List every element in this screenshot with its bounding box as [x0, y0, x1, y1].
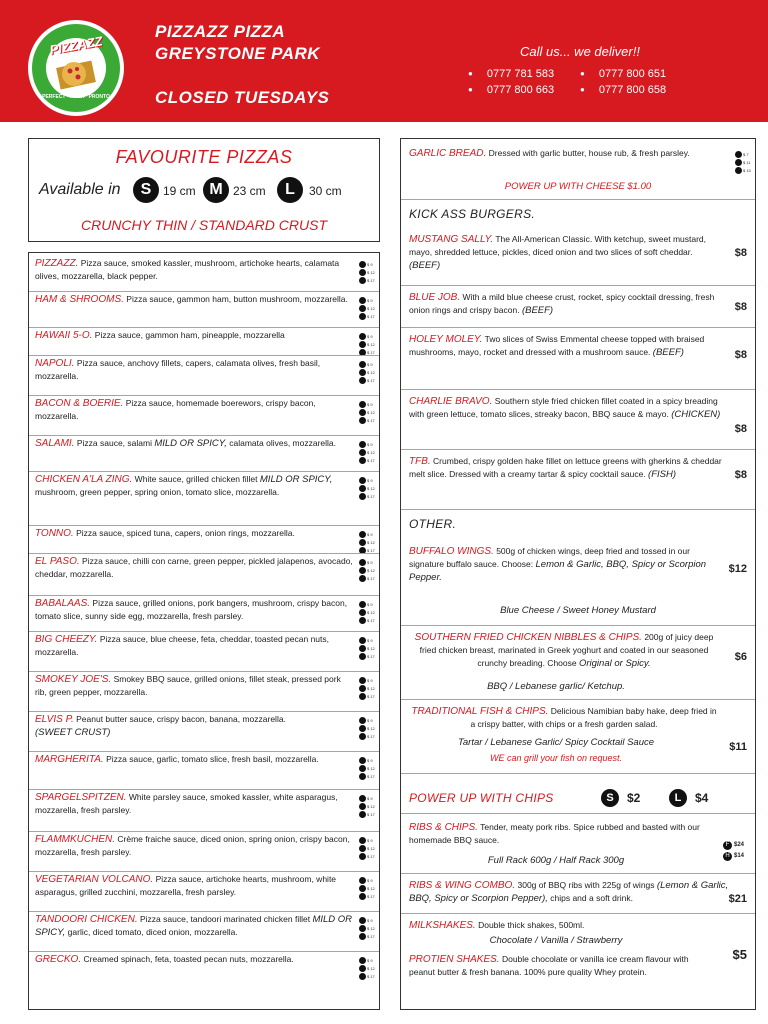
size-s-label: 19 cm: [163, 184, 196, 198]
divider: [29, 327, 379, 328]
price-size-dots: [359, 601, 375, 625]
restaurant-location: GREYSTONE PARK: [155, 44, 321, 63]
fish-sauces: Tartar / Lebanese Garlic/ Spicy Cocktail Sauce: [457, 737, 655, 748]
pizza-description: Pizza sauce, blue cheese, feta, cheddar, toasted pecan nuts, mozzarella.: [35, 634, 329, 657]
pizza-description: Pizza sauce, spiced tuna, capers, onion rings, mozzarella.: [76, 528, 295, 538]
price-dot: $ 9: [359, 297, 375, 305]
item-protein: (BEEF): [409, 260, 441, 271]
pizza-description-cont: mushroom, green pepper, spring onion, tomato slice, mozzarella.: [35, 487, 280, 497]
garlic-bread-item: [409, 147, 731, 160]
price-dot: $ 17: [359, 773, 375, 781]
protein-shakes-item: PROTIEN SHAKES. Double chocolate or vanilla ice cream flavour with peanut butter & fresh banana. 100% pure quality Whey protein.: [409, 954, 689, 977]
burger-item: [409, 395, 725, 421]
burger-item: [409, 333, 725, 359]
ribs-chips-item: RIBS & CHIPS. Tender, meaty pork ribs. Spice rubbed and basted with our homemade BBQ sauce.: [409, 822, 700, 845]
price-size-dots: [359, 795, 375, 819]
pizza-name: CHICKEN A'LA ZING.: [35, 474, 133, 485]
price-dot: $ 9: [359, 559, 375, 567]
price-dot: $ 9: [359, 837, 375, 845]
pizza-crust-note: (SWEET CRUST): [35, 727, 111, 738]
pizza-name: BACON & BOERIE.: [35, 398, 124, 409]
burger-item: [409, 233, 725, 272]
price-dot: $ 12: [359, 765, 375, 773]
pizza-name: TANDOORI CHICKEN.: [35, 914, 138, 925]
pizza-item: [35, 293, 353, 306]
logo-wordmark: PIZZAZZ: [48, 33, 104, 58]
item-protein: (CHICKEN): [671, 409, 721, 420]
price-dot: $ 12: [359, 269, 375, 277]
price-size-dots: [359, 477, 375, 501]
phone-number[interactable]: ● 0777 781 583: [468, 68, 554, 80]
price-dot: $ 17: [359, 547, 375, 555]
pizza-description: Pizza sauce, gammon ham, pineapple, mozzarella: [94, 330, 285, 340]
price-dot: $ 12: [359, 725, 375, 733]
phone-number[interactable]: ● 0777 800 663: [468, 84, 554, 96]
price-size-dots: [359, 717, 375, 741]
price-size-dots: [359, 361, 375, 385]
price-dot: $ 12: [359, 485, 375, 493]
pizza-item: [35, 527, 353, 540]
pizza-description: White parsley sauce, smoked kassler, white asparagus, mozzarella, fresh parsley.: [35, 792, 338, 815]
pizza-item: [35, 913, 353, 939]
pizza-option: MILD OR SPICY,: [35, 914, 353, 938]
pizza-name: FLAMMKUCHEN.: [35, 834, 116, 845]
pizza-name: BABALAAS.: [35, 598, 91, 609]
pizza-description-cont: garlic, diced tomato, diced onion, mozzarella.: [67, 927, 238, 937]
burger-price: $8: [734, 349, 747, 361]
pizza-name: BIG CHEEZY.: [35, 634, 98, 645]
price-dot: $ 17: [359, 417, 375, 425]
price-dot: $ 17: [359, 893, 375, 901]
pizza-name: SMOKEY JOE'S.: [35, 674, 112, 685]
divider: [29, 711, 379, 712]
milkshake-flavours: Chocolate / Vanilla / Strawberry: [489, 935, 623, 946]
price-dot: $ 17: [359, 653, 375, 661]
price-size-dots: [359, 441, 375, 465]
call-us-heading: Call us... we deliver!!: [520, 44, 640, 59]
price-dot: $ 12: [359, 369, 375, 377]
pizza-description: Creamed spinach, feta, toasted pecan nuts, mozzarella.: [83, 954, 294, 964]
burger-item: [409, 291, 725, 317]
fish-price: $11: [729, 741, 747, 753]
price-dot: $ 9: [359, 877, 375, 885]
price-dot: $ 17: [359, 313, 375, 321]
price-dot: $ 17: [359, 349, 375, 357]
price-dot: $ 9: [359, 401, 375, 409]
pizza-item: [35, 791, 353, 816]
item-name: MUSTANG SALLY.: [409, 234, 494, 245]
pizza-description: Pizza sauce, anchovy fillets, capers, calamata olives, fresh basil, mozzarella.: [35, 358, 321, 381]
price-dot: $ 17: [359, 457, 375, 465]
divider: [29, 831, 379, 832]
grill-fish-note: WE can grill your fish on request.: [489, 753, 623, 763]
power-up-chips: POWER UP WITH CHIPS: [409, 791, 554, 805]
available-in-label: Available in: [39, 181, 121, 198]
divider: [401, 389, 755, 390]
price-dot: $ 12: [359, 965, 375, 973]
pizza-item: [35, 673, 353, 698]
pizza-item: [35, 437, 353, 450]
price-dot: $ 9: [359, 677, 375, 685]
right-menu-column: [400, 138, 756, 1010]
item-description: Dressed with garlic butter, house rub, & fresh parsley.: [488, 148, 690, 158]
pizza-item: [35, 753, 353, 766]
price-dot: $ 12: [359, 803, 375, 811]
pizza-item: [35, 833, 353, 858]
item-description: With a mild blue cheese crust, rocket, spicy cocktail dressing, fresh onion rings and crispy bacon.: [409, 292, 715, 315]
pizza-description: Pizza sauce, garlic, tomato slice, fresh basil, mozzarella.: [106, 754, 319, 764]
pizza-description: Pizza sauce, tandoori marinated chicken fillet: [139, 914, 311, 924]
chicken-nibbles-item: SOUTHERN FRIED CHICKEN NIBBLES & CHIPS. 200g of juicy deep fried chicken breast, marinated in Greek yoghurt and coated in our seasoned crunchy breading. Choose Original or Spicy.: [414, 632, 714, 669]
price-size-dots: [359, 297, 375, 321]
size-m-icon: M: [203, 177, 229, 203]
pizza-description: Pizza sauce, chilli con carne, green pepper, pickled jalapenos, avocado, cheddar, mozzarella.: [35, 556, 353, 579]
pizza-option: MILD OR SPICY,: [154, 438, 227, 449]
price-dot: $ 17: [359, 693, 375, 701]
price-dot: $ 9: [359, 261, 375, 269]
pizza-description: White sauce, grilled chicken fillet: [134, 474, 258, 484]
price-dot: $ 9: [359, 441, 375, 449]
price-size-dots: [359, 559, 375, 583]
divider: [29, 435, 379, 436]
pizza-item: [35, 257, 353, 282]
other-heading: OTHER.: [409, 517, 457, 531]
pizza-description: Pizza sauce, gammon ham, button mushroom, mozzarella.: [126, 294, 348, 304]
pizza-item: [35, 713, 353, 739]
price-dot: $ 12: [359, 449, 375, 457]
item-description: Crumbed, crispy golden hake fillet on lettuce greens with gherkins & cheddar melt slice. Dressed with a creamy tartar & spicy cocktail sauce.: [409, 456, 722, 479]
pizza-item: [35, 329, 353, 342]
wings-price: $12: [728, 563, 747, 575]
header-banner: [0, 0, 768, 122]
divider: [29, 595, 379, 596]
combo-price: $21: [728, 893, 747, 905]
pizza-description: Pizza sauce, grilled onions, pork bangers, mushroom, crispy bacon, tomato slice, sunny side egg, mozzarella, fresh parsley.: [35, 598, 348, 621]
divider: [401, 327, 755, 328]
chips-l-price: $4: [695, 791, 709, 805]
item-name: TFB.: [409, 456, 431, 467]
power-up-cheese: POWER UP WITH CHEESE $1.00: [504, 181, 652, 192]
price-dot: $ 9: [359, 917, 375, 925]
price-dot: $ 17: [359, 853, 375, 861]
price-dot: $ 12: [359, 685, 375, 693]
price-dot: $ 12: [359, 409, 375, 417]
price-dot: $ 9: [359, 717, 375, 725]
pizza-item: [35, 633, 353, 658]
pizza-description: Pizza sauce, salami: [76, 438, 152, 448]
size-m-label: 23 cm: [233, 184, 266, 198]
milkshakes-item: MILKSHAKES. Double thick shakes, 500ml.: [409, 920, 585, 931]
item-protein: (BEEF): [652, 347, 684, 358]
price-size-dots: [359, 957, 375, 981]
ribs-wing-combo-item: RIBS & WING COMBO. 300g of BBQ ribs with 225g of wings (Lemon & Garlic, BBQ, Spicy or Scorpion Pepper), chips and a soft drink.: [409, 880, 729, 904]
pizza-name: NAPOLI.: [35, 358, 75, 369]
price-dot: $ 17: [359, 377, 375, 385]
divider: [29, 395, 379, 396]
price-dot: $ 12: [359, 305, 375, 313]
item-protein: (FISH): [648, 469, 677, 480]
restaurant-name: PIZZAZZ PIZZA: [155, 22, 286, 41]
burger-price: $8: [734, 423, 747, 435]
price-size-dots: [359, 917, 375, 941]
crust-options: CRUNCHY THIN / STANDARD CRUST: [80, 217, 328, 233]
closed-notice: CLOSED TUESDAYS: [155, 88, 330, 107]
favourites-title: FAVOURITE PIZZAS: [115, 147, 293, 167]
price-size-dots: [359, 261, 375, 285]
chips-s-price: $2: [627, 791, 641, 805]
pizza-description: Peanut butter sauce, crispy bacon, banana, mozzarella.: [76, 714, 286, 724]
divider: [29, 471, 379, 472]
phone-number[interactable]: ● 0777 800 651: [580, 68, 666, 80]
price-dot: $ 17: [359, 493, 375, 501]
price-dot: $ 9: [359, 757, 375, 765]
garlic-price-dots: $ 7 $ 11 $ 15: [735, 151, 751, 175]
divider: [29, 751, 379, 752]
burger-price: $8: [734, 469, 747, 481]
price-size-dots: [359, 837, 375, 861]
price-dot: $ 9: [359, 361, 375, 369]
ribs-sizes: Full Rack 600g / Half Rack 300g: [487, 855, 625, 866]
price-dot: $ 12: [359, 925, 375, 933]
price-size-dots: [359, 531, 375, 555]
price-dot: $ 17: [359, 933, 375, 941]
phone-number[interactable]: ● 0777 800 658: [580, 84, 666, 96]
item-description: The All-American Classic. With ketchup, sweet mustard, mayo, shredded lettuce, pickles, diced onion and two slices of soft cheddar.: [409, 234, 707, 257]
item-name: CHARLIE BRAVO.: [409, 396, 493, 407]
favourite-pizzas-box: [28, 138, 380, 242]
burger-item: [409, 455, 725, 481]
price-dot: $ 9: [359, 795, 375, 803]
price-dot: $ 17: [359, 617, 375, 625]
pizza-item: [35, 873, 353, 898]
divider: [29, 291, 379, 292]
price-size-dots: [359, 677, 375, 701]
size-l-label: 30 cm: [309, 184, 342, 198]
pizza-name: HAWAII 5-O.: [35, 330, 93, 341]
pizza-description: Crème fraiche sauce, diced onion, spring onion, crispy bacon, mozzarella, fresh parsley.: [35, 834, 350, 857]
burger-price: $8: [734, 247, 747, 259]
pizza-item: [35, 555, 353, 580]
pizza-item: [35, 597, 353, 622]
price-dot: $ 17: [359, 575, 375, 583]
pizza-description: Pizza sauce, smoked kassler, mushroom, artichoke hearts, calamata olives, mozzarella, black pepper.: [35, 258, 340, 281]
price-dot: $ 17: [359, 811, 375, 819]
size-s-icon: S: [133, 177, 159, 203]
price-dot: $ 12: [359, 341, 375, 349]
pizza-name: SPARGELSPITZEN.: [35, 792, 127, 803]
divider: [29, 911, 379, 912]
price-size-dots: [359, 333, 375, 357]
item-description: Two slices of Swiss Emmental cheese topped with braised mushrooms, mayo, rocket and dressed with a mushroom sauce.: [409, 334, 705, 357]
burgers-heading: KICK ASS BURGERS.: [409, 207, 536, 221]
divider: [29, 671, 379, 672]
divider: [29, 951, 379, 952]
pizza-name: GRECKO.: [35, 954, 82, 965]
pizza-name: PIZZAZZ.: [35, 258, 79, 269]
divider: [401, 509, 755, 510]
divider: [29, 525, 379, 526]
size-l-icon: L: [277, 177, 303, 203]
logo-ring-text: PERFECT · PIZZA · PRONTO: [42, 94, 110, 100]
item-name: HOLEY MOLEY.: [409, 334, 483, 345]
price-size-dots: [359, 757, 375, 781]
item-protein: (BEEF): [521, 305, 554, 316]
divider: [29, 631, 379, 632]
price-dot: $ 9: [359, 601, 375, 609]
pizza-item: [35, 357, 353, 382]
pizza-item: [35, 953, 353, 966]
pizza-list: [28, 252, 380, 1010]
size-s-icon: S: [601, 789, 619, 807]
price-dot: $ 12: [359, 567, 375, 575]
price-dot: $ 9: [359, 637, 375, 645]
divider: [29, 871, 379, 872]
price-dot: $ 17: [359, 277, 375, 285]
pizza-name: TONNO.: [35, 528, 74, 539]
divider: [401, 449, 755, 450]
price-dot: $ 9: [359, 477, 375, 485]
pizza-name: EL PASO.: [35, 556, 80, 567]
price-dot: $ 17: [359, 973, 375, 981]
divider: [401, 285, 755, 286]
price-size-dots: [359, 877, 375, 901]
price-dot: $ 12: [359, 609, 375, 617]
item-name: GARLIC BREAD.: [409, 148, 487, 159]
fish-chips-item: TRADITIONAL FISH & CHIPS. Delicious Namibian baby hake, deep fried in a crispy batter, with chips or a fresh garden salad.: [411, 706, 717, 729]
price-size-dots: [359, 637, 375, 661]
pizza-description: Pizza sauce, artichoke hearts, mushroom, white asparagus, grilled zucchini, mozzarella, fresh parsley.: [35, 874, 337, 897]
nibbles-sauces: BBQ / Lebanese garlic/ Ketchup.: [487, 681, 625, 692]
price-dot: $ 12: [359, 539, 375, 547]
price-dot: $ 17: [359, 733, 375, 741]
ribs-price-dots: F $24 H $14: [723, 841, 749, 863]
divider: [29, 553, 379, 554]
price-dot: $ 9: [359, 333, 375, 341]
pizza-description-cont: calamata olives, mozzarella.: [229, 438, 336, 448]
pizza-name: MARGHERITA.: [35, 754, 104, 765]
price-dot: $ 12: [359, 645, 375, 653]
pizza-item: [35, 397, 353, 422]
price-size-dots: [359, 401, 375, 425]
pizza-item: [35, 473, 353, 498]
burger-price: $8: [734, 301, 747, 313]
divider: [29, 789, 379, 790]
item-description: Southern style fried chicken fillet coated in a spicy breading with green lettuce, tomato slices, streaky bacon, BBQ sauce & mayo.: [409, 396, 718, 419]
size-l-icon: L: [669, 789, 687, 807]
item-name: BLUE JOB.: [409, 292, 461, 303]
pizza-name: SALAMI.: [35, 438, 75, 449]
pizza-name: VEGETARIAN VOLCANO.: [35, 874, 154, 885]
pizza-option: MILD OR SPICY,: [259, 474, 333, 485]
price-dot: $ 9: [359, 957, 375, 965]
price-dot: $ 12: [359, 885, 375, 893]
pizzazz-logo: [28, 20, 124, 116]
wings-sauces: Blue Cheese / Sweet Honey Mustard: [500, 605, 656, 616]
buffalo-wings-item: BUFFALO WINGS. 500g of chicken wings, deep fried and tossed in our signature buffalo sauce. Choose: Lemon & Garlic, BBQ, Spicy or Scorpion Pepper.: [409, 546, 707, 583]
pizza-name: ELVIS P.: [35, 714, 74, 725]
pizza-name: HAM & SHROOMS.: [35, 294, 124, 305]
pizza-description: Pizza sauce, homemade boerewors, crispy bacon, mozzarella.: [35, 398, 316, 421]
divider: [29, 355, 379, 356]
price-dot: $ 9: [359, 531, 375, 539]
pizza-description: Smokey BBQ sauce, grilled onions, fillet steak, pressed pork rib, green pepper, mozzarella.: [35, 674, 341, 697]
shakes-price: $5: [732, 947, 747, 962]
price-dot: $ 12: [359, 845, 375, 853]
nibbles-price: $6: [734, 651, 747, 663]
